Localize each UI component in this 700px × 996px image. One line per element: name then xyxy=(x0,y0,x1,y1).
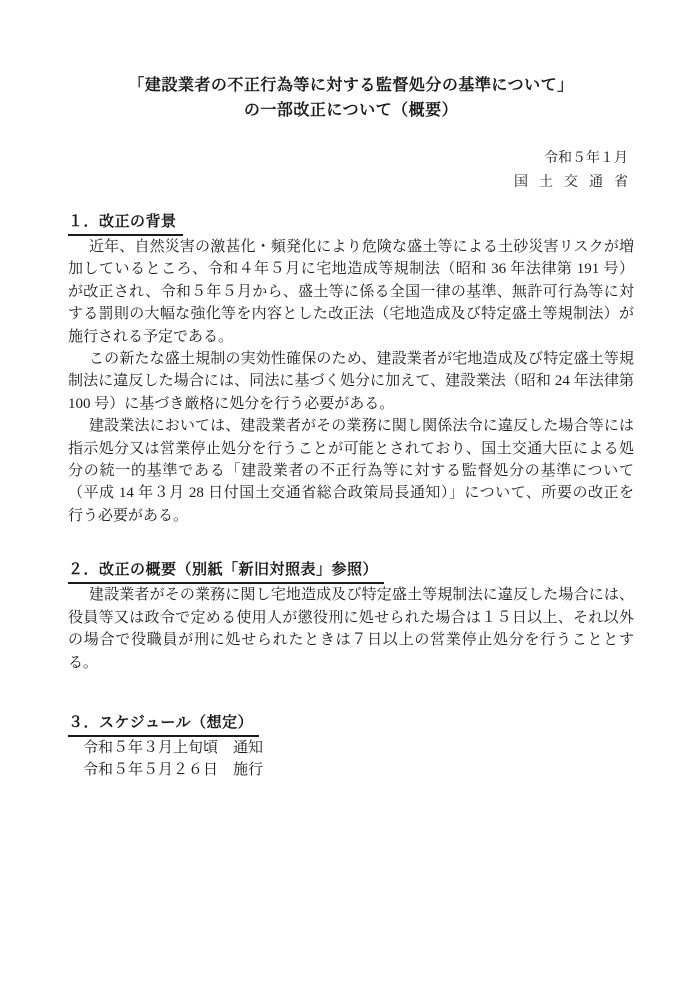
section-overview xyxy=(68,559,634,674)
text-line: 分の統一的基準である「建設業者の不正行為等に対する監督処分の基準について xyxy=(68,463,634,480)
text-line: 建設業者がその業務に関し宅地造成及び特定盛土等規制法に違反した場合には、 xyxy=(89,587,634,604)
text-line: 加しているところ、令和４年５月に宅地造成等規制法（昭和 36 年法律第 191 号） xyxy=(68,261,634,278)
text-line: 行う必要がある。 xyxy=(68,507,189,524)
issue-date: 令和５年１月 xyxy=(544,149,628,165)
section-3-heading xyxy=(68,712,634,737)
schedule-item-notice: 令和５年３月上旬頃 通知 xyxy=(83,739,264,756)
text-line: 指示処分又は営業停止処分を行うことが可能とされており、国土交通大臣による処 xyxy=(68,440,634,457)
text-line: （平成 14 年３月 28 日付国土交通省総合政策局長通知）」について、所要の改正を xyxy=(68,485,634,502)
text-line: する罰則の大幅な強化等を内容とした改正法（宅地造成及び特定盛土等規制法）が xyxy=(68,306,634,323)
section-schedule xyxy=(68,712,634,782)
text-line: この新たな盛土規制の実効性確保のため、建設業者が宅地造成及び特定盛土等規 xyxy=(89,351,634,368)
date-org-block xyxy=(68,145,639,193)
section-3-heading-text: ３．スケジュール（想定） xyxy=(68,712,259,737)
section-2-heading-text: ２．改正の概要（別紙「新旧対照表」参照） xyxy=(68,559,384,584)
schedule-list xyxy=(68,737,634,782)
text-line: 制法に違反した場合には、同法に基づく処分に加えて、建設業法（昭和 24 年法律第 xyxy=(68,373,634,390)
text-line: る。 xyxy=(68,654,99,671)
section-1-heading xyxy=(68,211,634,236)
section-background xyxy=(68,211,634,527)
schedule-item-enforcement: 令和５年５月２６日 施行 xyxy=(83,762,264,779)
paragraph-4 xyxy=(68,584,634,674)
text-line: の場合で役職員が刑に処せられたときは７日以上の営業停止処分を行うこととす xyxy=(68,632,634,649)
paragraph-2 xyxy=(68,348,634,415)
organization-text: 国土交通省 xyxy=(514,173,639,189)
text-line: 近年、自然災害の激甚化・頻発化により危険な盛土等による土砂災害リスクが増 xyxy=(89,239,634,255)
text-line: 施行される予定である。 xyxy=(68,328,234,345)
document-title-line-2: の一部改正について（概要） xyxy=(243,102,459,119)
text-line: が改正され、令和５年５月から、盛土等に係る全国一律の基準、無許可行為等に対 xyxy=(68,283,634,300)
section-1-heading-text: １．改正の背景 xyxy=(68,211,183,236)
paragraph-3 xyxy=(68,415,634,527)
organization-name xyxy=(68,169,639,193)
paragraph-1 xyxy=(68,236,634,348)
document-title xyxy=(68,73,634,123)
text-line: 建設業法においては、建設業者がその業務に関し関係法令に違反した場合等には xyxy=(89,418,634,435)
text-line: 役員等又は政令で定める使用人が懲役刑に処せられた場合は１５日以上、それ以外 xyxy=(68,609,634,626)
text-line: 100 号）に基づき厳格に処分を行う必要がある。 xyxy=(68,395,395,412)
document-title-line-1: 「建設業者の不正行為等に対する監督処分の基準について」 xyxy=(128,77,574,94)
section-2-heading xyxy=(68,559,634,584)
